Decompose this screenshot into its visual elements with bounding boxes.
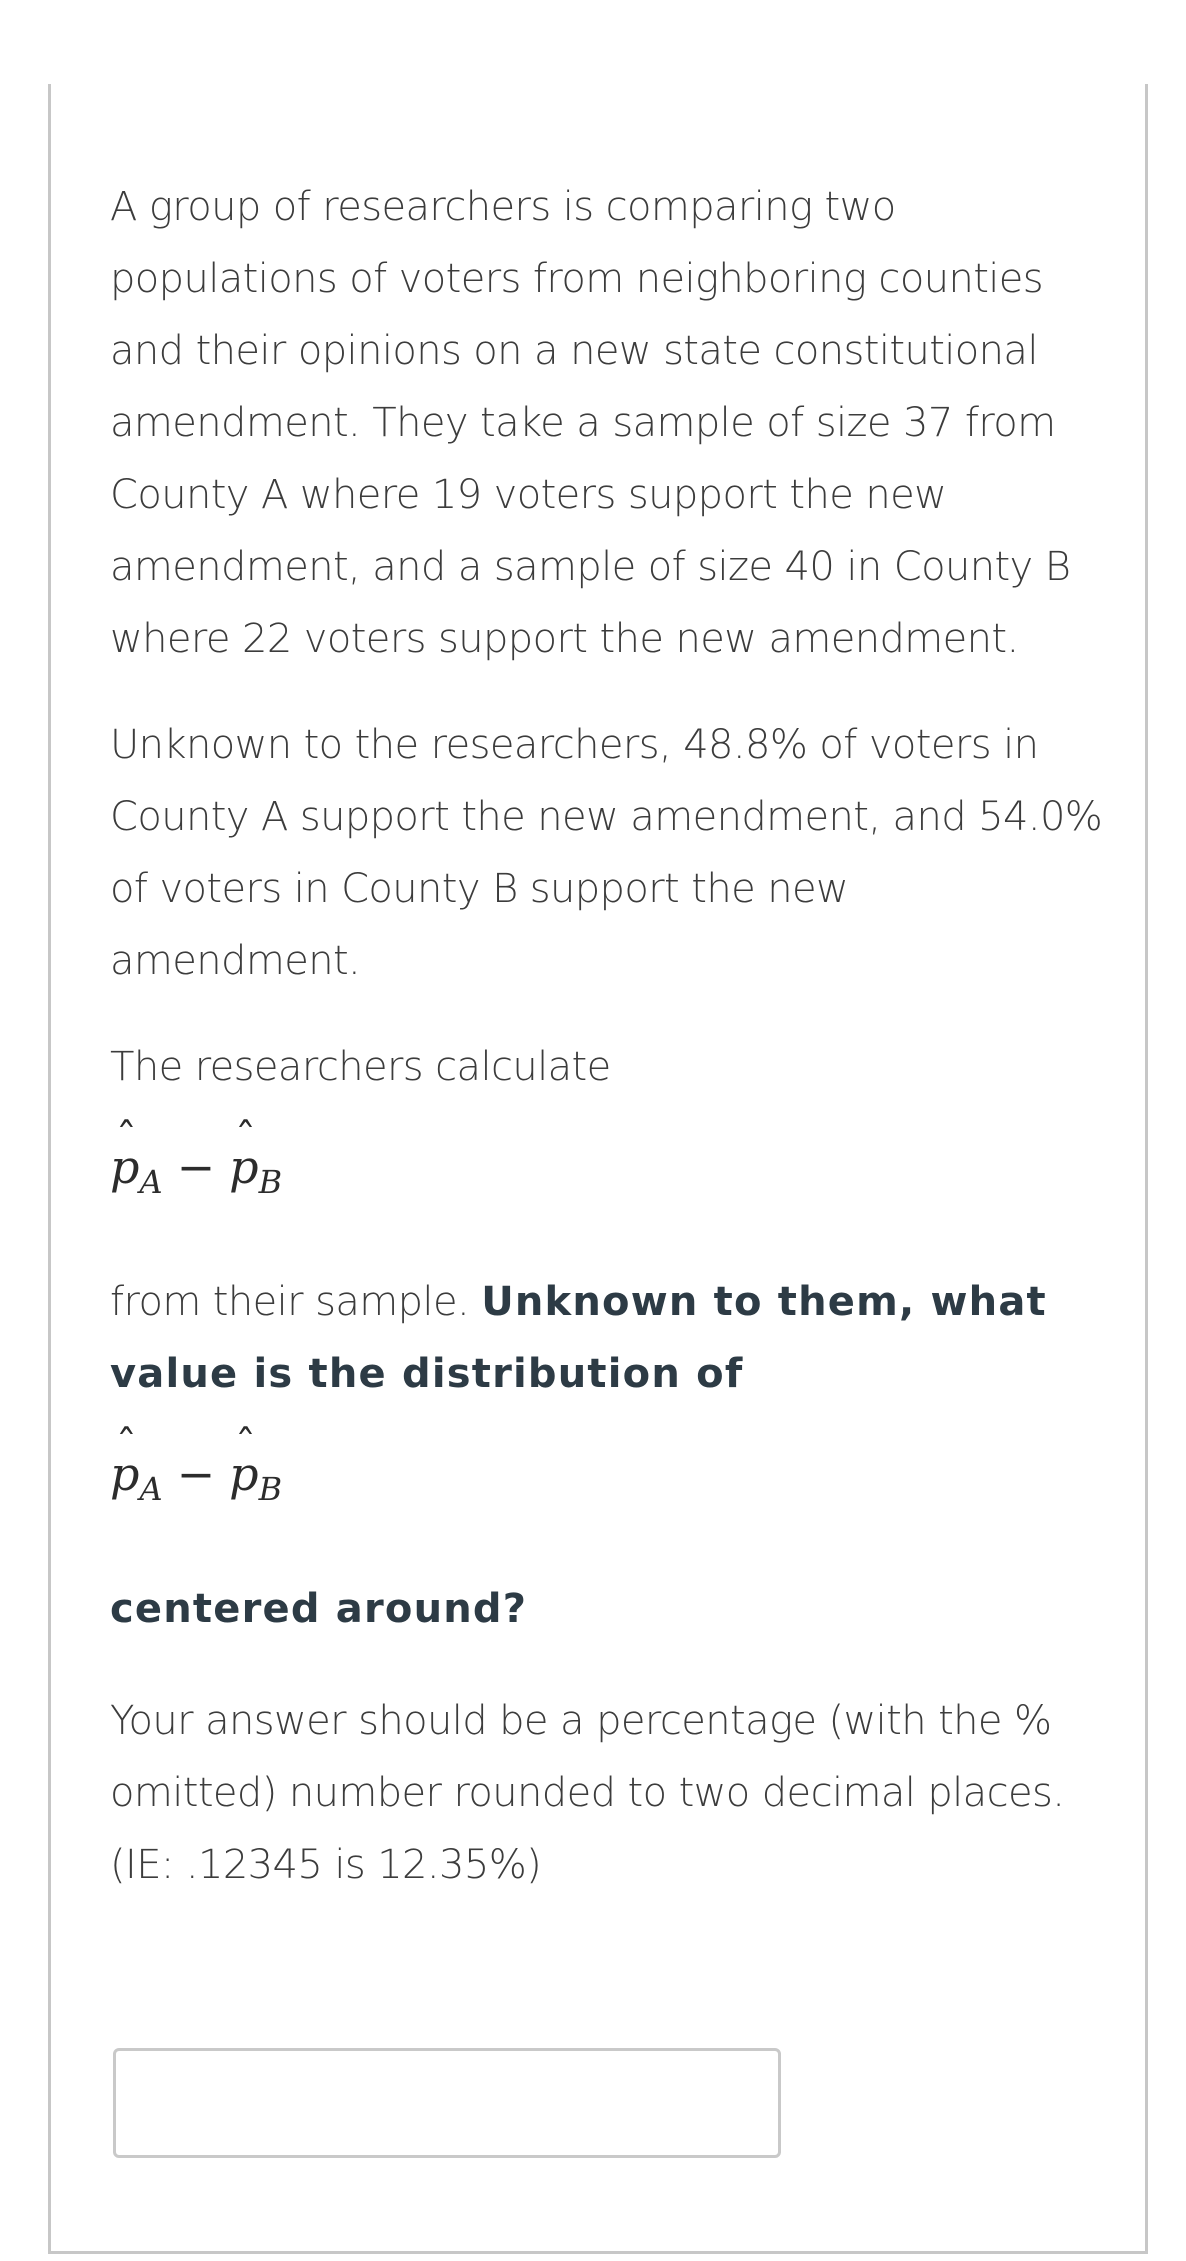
question-paragraph-true-proportions: Unknown to the researchers, 48.8% of voters in County A support the new amendment, and 54.0% of voters in County B support the new amendment. [110, 722, 1103, 984]
p-hat-symbol: ˆ p [229, 1137, 258, 1197]
question-paragraph-scenario: A group of researchers is comparing two populations of voters from neighboring counties and their opinions on a new state constitutional amendment. They take a sample of size 37 from County A where 19 voters support the new amendment, and a sample of size 40 in County B where 22 voters support the new amendment. [110, 184, 1071, 662]
question-content [110, 171, 1110, 1935]
subscript-b: B [258, 1470, 283, 1508]
subscript-a: A [139, 1470, 163, 1508]
math-expression-difference-repeat [110, 1444, 1110, 1519]
prompt-bold-text-centered: centered around? [110, 1586, 528, 1632]
minus-sign: − [176, 1140, 216, 1194]
prompt-plain-text: from their sample. [110, 1279, 482, 1325]
question-paragraph-prompt [110, 1266, 1110, 1410]
subscript-a: A [139, 1163, 163, 1201]
prompt-bold-text: Unknown to them, what value is the distribution of [110, 1279, 1047, 1397]
math-expression-difference [110, 1137, 1110, 1212]
question-card [48, 84, 1148, 2254]
minus-sign: − [176, 1447, 216, 1501]
question-paragraph-instructions: Your answer should be a percentage (with the % omitted) number rounded to two decimal places. (IE: .12345 is 12.35%) [110, 1698, 1065, 1888]
p-hat-symbol: ˆ p [110, 1137, 139, 1197]
p-hat-symbol: ˆ p [110, 1444, 139, 1504]
answer-input[interactable] [113, 2048, 781, 2158]
p-hat-symbol: ˆ p [229, 1444, 258, 1504]
subscript-b: B [258, 1163, 283, 1201]
question-paragraph-centered [110, 1573, 1110, 1645]
question-paragraph-calculate: The researchers calculate [110, 1044, 611, 1090]
